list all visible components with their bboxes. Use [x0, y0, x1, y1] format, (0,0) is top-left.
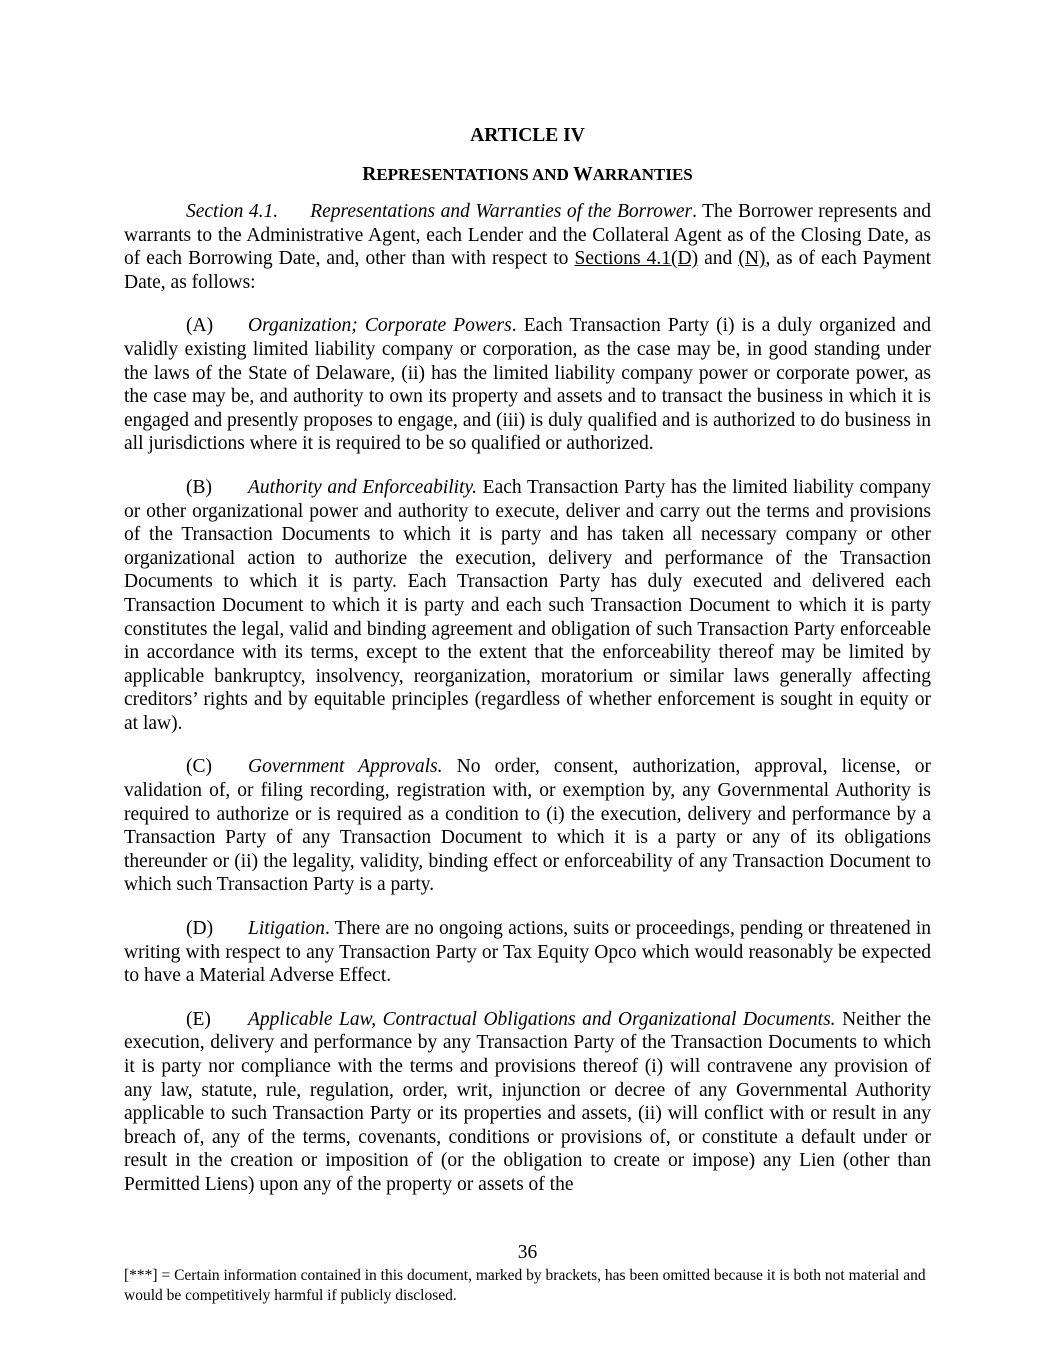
page-footer — [124, 1241, 931, 1305]
item-c-heading: Government Approvals. — [248, 756, 443, 778]
item-b-label: (B) — [186, 476, 212, 498]
section-text-before-ref: . The Borrower represents and warrants to the Administrative Agent, each Lender and the Collateral Agent as of the Closing Date, as of each Borrowing Date, and, other than with respect to — [124, 201, 931, 270]
section-ref-n[interactable]: (N) — [738, 248, 766, 270]
item-a-label: (A) — [186, 315, 214, 337]
item-b-heading: Authority and Enforceability. — [248, 476, 477, 498]
article-title: ARTICLE IV — [470, 125, 585, 146]
subtitle-cap-1: R — [362, 164, 377, 185]
section-ref-4-1-d[interactable]: Sections 4.1(D) — [574, 248, 699, 270]
document-page — [124, 124, 931, 1197]
article-subtitle — [124, 164, 931, 186]
item-b-text: Each Transaction Party has the limited liability company or other organizational power and authority to execute, deliver and carry out the terms and provisions of the Transaction Documents to which it is party and has taken all necessary company or other organizational action to authorize the execution, delivery and performance of the Transaction Documents to which it is party. Each Transaction Party has duly executed and delivered each Transaction Document to which it is party and each such Transaction Document to which it is party constitutes the legal, valid and binding agreement and obligation of such Transaction Party enforceable in accordance with its terms, except to the extent that the enforceability thereof may be limited by applicable bankruptcy, insolvency, reorganization, moratorium or similar laws generally affecting creditors’ rights and by equitable principles (regardless of whether enforcement is sought in equity or at law). — [124, 476, 931, 734]
item-d-text: . There are no ongoing actions, suits or proceedings, pending or threatened in writing with respect to any Transaction Party or Tax Equity Opco which would reasonably be expected to have a Material Adverse Effect. — [124, 918, 931, 987]
item-c-text: No order, consent, authorization, approval, license, or validation of, or filing recording, registration with, or exemption by, any Governmental Authority is required to authorize or is required as a condition to (i) the execution, delivery and performance by a Transaction Party of any Transaction Document to which it is a party or any of its obligations thereunder or (ii) the legality, validity, binding effect or enforceability of any Transaction Document to which such Transaction Party is a party. — [124, 756, 931, 896]
section-text-after-ref: , as of each Payment Date, as follows: — [124, 248, 932, 293]
item-e-label: (E) — [186, 1008, 211, 1030]
item-d-heading: Litigation — [248, 918, 325, 940]
subtitle-rest-1: EPRESENTATIONS AND — [376, 165, 574, 184]
item-a-heading: Organization; Corporate Powers — [248, 315, 512, 337]
item-a-text: . Each Transaction Party (i) is a duly organized and validly existing limited liability company or corporation, as the case may be, in good standing under the laws of the State of Delaware, (ii) has the limited liability company power or corporate power, as the case may be, and authority to own its property and assets and to transact the business in which it is engaged and presently proposes to engage, and (iii) is duly qualified and is authorized to do business in all jurisdictions where it is required to be so qualified or authorized. — [124, 315, 931, 455]
confidentiality-footnote: [***] = Certain information contained in this document, marked by brackets, has been omitted because it is both not material and would be competitively harmful if publicly disclosed. — [124, 1267, 926, 1304]
section-number: Section 4.1. — [186, 201, 279, 222]
page-number: 36 — [517, 1242, 538, 1263]
item-d-label: (D) — [186, 918, 214, 940]
item-e-paragraph — [124, 1008, 931, 1197]
item-e-text: Neither the execution, delivery and performance by any Transaction Party of the Transaction Documents to which it is party nor compliance with the terms and provisions thereof (i) will contravene any provision of any law, statute, rule, regulation, order, writ, injunction or decree of any Governmental Authority applicable to such Transaction Party or its properties and assets, (ii) will conflict with or result in any breach of, any of the terms, covenants, conditions or provisions of, or constitute a default under or result in the creation or imposition of (or the obligation to create or impose) any Lien (other than Permitted Liens) upon any of the property or assets of the — [124, 1008, 931, 1195]
item-c-paragraph — [124, 755, 931, 897]
subtitle-rest-2: ARRANTIES — [592, 165, 693, 184]
section-4-1-paragraph — [124, 200, 931, 294]
item-e-heading: Applicable Law, Contractual Obligations and Organizational Documents. — [248, 1008, 836, 1030]
section-heading: Representations and Warranties of the Borrower — [310, 201, 693, 222]
item-a-paragraph — [124, 314, 931, 456]
item-c-label: (C) — [186, 756, 212, 778]
item-b-paragraph — [124, 476, 931, 736]
item-d-paragraph — [124, 917, 931, 988]
subtitle-cap-2: W — [573, 164, 593, 185]
section-text-between-refs: and — [698, 248, 739, 270]
